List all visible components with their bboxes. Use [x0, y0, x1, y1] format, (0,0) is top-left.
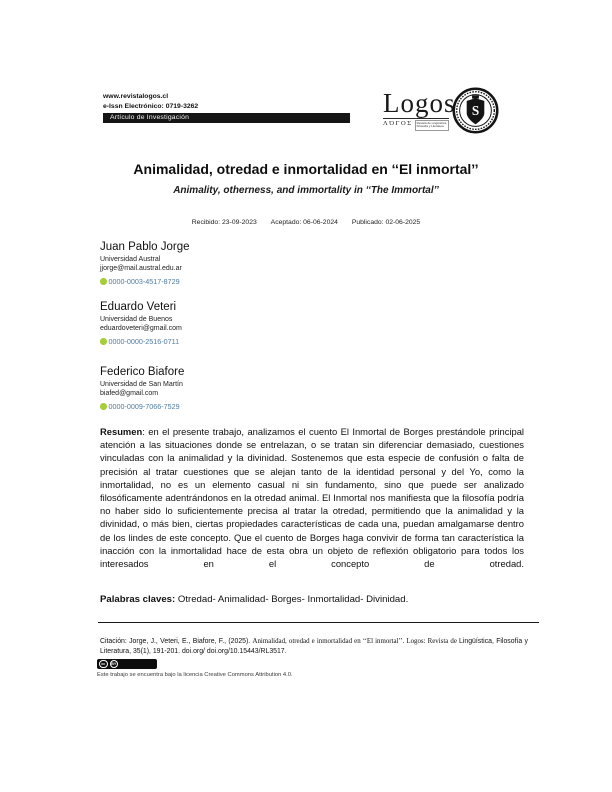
- author-name: Juan Pablo Jorge: [100, 241, 190, 253]
- author-affiliation: Universidad de San Martín: [100, 381, 183, 388]
- license-text: Este trabajo se encuentra bajo la licencia Creative Commons Attribution 4.0.: [97, 672, 293, 678]
- journal-wordmark-sub: [383, 118, 449, 131]
- publication-info: [103, 92, 198, 111]
- author-block-1: [100, 241, 190, 286]
- keywords-label: Palabras claves:: [100, 594, 176, 606]
- footer-divider: [98, 622, 539, 623]
- orcid-icon: [100, 403, 107, 410]
- orcid-icon: [100, 338, 107, 345]
- abstract-label: Resumen: [100, 426, 143, 437]
- author-block-2: [100, 301, 182, 346]
- journal-tagline: Revista de Lingüística, Filosofía y Literatura: [415, 120, 449, 131]
- orcid-id: 0000-0003-4517-8729: [108, 276, 180, 286]
- date-received: Recibido: 23-09-2023: [191, 219, 257, 226]
- orcid-icon: [100, 278, 107, 285]
- author-affiliation: Universidad Austral: [100, 256, 161, 263]
- orcid-link[interactable]: [100, 337, 182, 346]
- cc-icon: cc: [99, 660, 108, 669]
- orcid-id: 0000-0009-7066-7529: [108, 401, 180, 411]
- orcid-link[interactable]: [100, 402, 184, 411]
- orcid-id: 0000-0000-2516-0711: [108, 336, 180, 346]
- date-accepted: Aceptado: 06-06-2024: [270, 219, 338, 226]
- cc-by-icon: BY: [110, 660, 119, 669]
- university-seal-icon: [452, 87, 499, 139]
- cc-license-badge[interactable]: [97, 659, 157, 669]
- paper-subtitle: Animality, otherness, and immortality in ‘‘The Immortal’’: [173, 185, 439, 196]
- author-block-3: [100, 366, 184, 411]
- abstract-section: [100, 425, 524, 605]
- citation-prefix: Citación: Jorge, J., Veteri, E., Biafore, F., (2025).: [100, 637, 253, 645]
- author-name: Federico Biafore: [100, 366, 185, 378]
- abstract-paragraph: [100, 425, 524, 570]
- dates-line: [0, 219, 612, 226]
- author-email: biafed@gmail.com: [100, 390, 159, 398]
- paper-title: Animalidad, otredad e inmortalidad en ‘‘El inmortal’’: [133, 161, 479, 177]
- journal-greek-name: ΛΌΓΟΣ: [383, 120, 413, 127]
- journal-wordmark: Logos: [383, 88, 456, 118]
- journal-logo: [383, 90, 463, 131]
- citation-paragraph: [100, 637, 528, 658]
- citation-title: Animalidad, otredad e inmortalidad en ‘‘El inmortal’’. Logos: Revista de: [252, 637, 460, 645]
- article-type-badge: Artículo de Investigación: [103, 113, 350, 123]
- author-affiliation: Universidad de Buenos: [100, 316, 173, 323]
- journal-url: www.revistalogos.cl: [103, 93, 169, 100]
- seal-letter: S: [471, 103, 480, 119]
- keywords-line: [100, 594, 524, 605]
- date-published: Publicado: 02-06-2025: [351, 219, 421, 226]
- orcid-link[interactable]: [100, 277, 190, 286]
- author-email: jjorge@mail.austral.edu.ar: [100, 265, 182, 273]
- author-email: eduardoveteri@gmail.com: [100, 325, 182, 333]
- journal-issn: e-Issn Electrónico: 0719-3262: [103, 102, 199, 110]
- abstract-text: : en el presente trabajo, analizamos el cuento El Inmortal de Borges prestándole principal atención a las situaciones donde se entrelazan, o se tratan sin diferenciar demasiado, cuestiones vinculadas con la animalidad y la divinidad. Sostenemos que esta especie de confusión o falta de precisión al tratar cuestiones que se alejan tanto de la identidad personal y del Yo, como la inmortalidad, no es un elemento casual ni sin fundamento, sino que puede ser analizado filosóficamente adentrándonos en la otredad animal. El Inmortal nos manifiesta que la filosofía podría no haber sido lo suficientemente precisa al tratar la otredad, permitiendo que la animalidad y la divinidad, o más bien, ciertas propiedades características de cada una, puedan amalgamarse dentro de los lindes de este concepto. Que el cuento de Borges haga convivir de forma tan característica la inacción con la inmortalidad hace de esta obra un objeto de reflexión obligatorio para todos los interesados en el concepto de otredad.: [100, 426, 524, 570]
- keywords-text: Otredad- Animalidad- Borges- Inmortalidad- Divinidad.: [175, 594, 409, 606]
- author-name: Eduardo Veteri: [100, 301, 177, 313]
- citation-suffix: Lingüística, Filosofía y Literatura, 35(1), 191-201. doi.org/ doi.org/10.15443/RL3517.: [100, 637, 528, 656]
